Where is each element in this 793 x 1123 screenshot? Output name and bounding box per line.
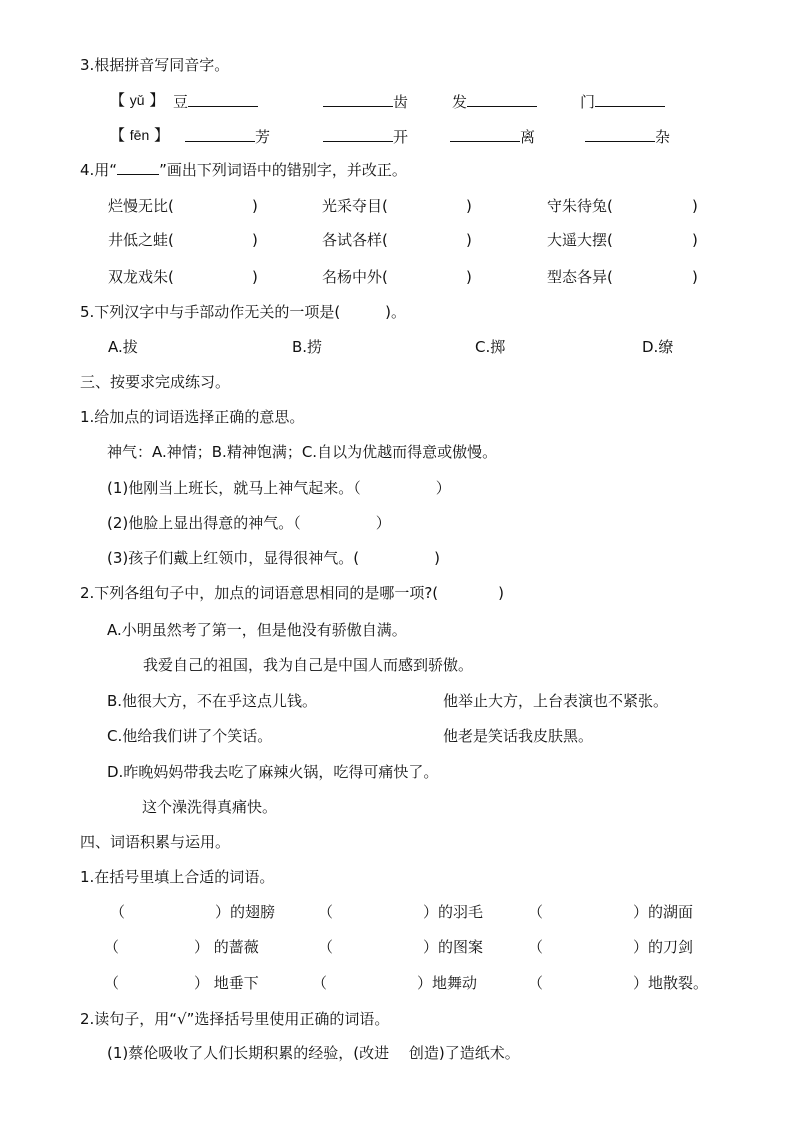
s3q1-sentence-1: (1)他刚当上班长，就马上神气起来。（ ） [107, 479, 451, 497]
answer-blank[interactable] [450, 125, 520, 142]
section3-heading: 三、按要求完成练习。 [80, 373, 231, 391]
q3-row1-item3: 发 [452, 90, 537, 112]
q4-item: 双龙戏朱( [108, 268, 174, 286]
s4q1-fill[interactable]: （ ）地舞动 [312, 974, 478, 992]
s3q1-title: 1.给加点的词语选择正确的意思。 [80, 408, 305, 426]
q3-row2-item3: 离 [450, 125, 535, 147]
q3-row1-item4: 门 [580, 90, 665, 112]
q4-close-paren: ) [252, 268, 258, 286]
answer-blank[interactable] [595, 90, 665, 107]
q5-option-b[interactable]: B.捞 [292, 338, 323, 356]
s3q2-option-a1: A.小明虽然考了第一，但是他没有骄傲自满。 [107, 621, 407, 639]
s4q1-fill[interactable]: （ ）的刀剑 [528, 938, 694, 956]
answer-blank[interactable] [188, 90, 258, 107]
q4-item: 守朱待兔( [547, 197, 613, 215]
q5-option-c[interactable]: C.掷 [475, 338, 506, 356]
q4-close-paren: ) [692, 231, 698, 249]
q4-close-paren: ) [692, 268, 698, 286]
s3q2-option-a2: 我爱自己的祖国，我为自己是中国人而感到骄傲。 [143, 656, 474, 674]
s3q2-option-c1: C.他给我们讲了个笑话。 [107, 727, 273, 745]
q4-item: 型态各异( [547, 268, 613, 286]
answer-blank[interactable] [323, 90, 393, 107]
q3-row2-item4: 杂 [585, 125, 670, 147]
q3-row1-bracket: 【 yǔ 】 [110, 91, 165, 109]
q4-close-paren: ) [466, 268, 472, 286]
q5-option-a[interactable]: A.拔 [108, 338, 138, 356]
s3q2-option-d1: D.昨晚妈妈带我去吃了麻辣火锅，吃得可痛快了。 [107, 763, 439, 781]
s4q1-fill[interactable]: （ ）的羽毛 [318, 903, 484, 921]
s4q1-fill[interactable]: （ ） 地垂下 [104, 974, 259, 992]
q4-title: 4.用“ ”画出下列词语中的错别字，并改正。 [80, 161, 407, 179]
s3q2-option-c2: 他老是笑话我皮肤黑。 [443, 727, 594, 745]
s4q1-title: 1.在括号里填上合适的词语。 [80, 868, 275, 886]
q4-close-paren: ) [692, 197, 698, 215]
pinyin: yǔ [129, 92, 145, 108]
answer-blank[interactable] [323, 125, 393, 142]
q4-close-paren: ) [466, 231, 472, 249]
s3q2-option-b1: B.他很大方，不在乎这点儿钱。 [107, 692, 318, 710]
s4q1-fill[interactable]: （ ）的湖面 [528, 903, 694, 921]
section4-heading: 四、词语积累与运用。 [80, 833, 231, 851]
q4-item: 烂慢无比( [108, 197, 174, 215]
q4-item: 各试各样( [322, 231, 388, 249]
s3q1-sentence-3: (3)孩子们戴上红领巾，显得很神气。( ) [107, 549, 440, 567]
s4q1-fill[interactable]: （ ）地散裂。 [528, 974, 709, 992]
pinyin: fēn [129, 127, 150, 143]
s3q2-option-b2: 他举止大方，上台表演也不紧张。 [443, 692, 669, 710]
q5-option-d[interactable]: D.缭 [642, 338, 674, 356]
underline-sample [117, 162, 159, 175]
q4-close-paren: ) [252, 231, 258, 249]
s4q2-title: 2.读句子，用“√”选择括号里使用正确的词语。 [80, 1010, 390, 1028]
s4q2-sentence-1: (1)蔡伦吸收了人们长期积累的经验，(改进 创造)了造纸术。 [107, 1044, 520, 1062]
s4q1-fill[interactable]: （ ）的翅膀 [110, 903, 276, 921]
s4q1-fill[interactable]: （ ）的图案 [318, 938, 484, 956]
q4-close-paren: ) [252, 197, 258, 215]
q3-row2-item1: 芳 [185, 125, 270, 147]
s3q1-definitions: 神气：A.神情；B.精神饱满；C.自以为优越而得意或傲慢。 [107, 443, 498, 461]
q3-row1-item2: 齿 [323, 90, 408, 112]
answer-blank[interactable] [467, 90, 537, 107]
q4-item: 名杨中外( [322, 268, 388, 286]
answer-blank[interactable] [585, 125, 655, 142]
q3-row2-item2: 开 [323, 125, 408, 147]
q3-row1-item1: 豆 [173, 90, 258, 112]
answer-blank[interactable] [185, 125, 255, 142]
s3q1-sentence-2: (2)他脸上显出得意的神气。（ ） [107, 514, 391, 532]
q4-item: 大遥大摆( [547, 231, 613, 249]
s3q2-option-d2: 这个澡洗得真痛快。 [142, 798, 278, 816]
q4-close-paren: ) [466, 197, 472, 215]
q4-item: 光采夺目( [322, 197, 388, 215]
q5-title: 5.下列汉字中与手部动作无关的一项是( )。 [80, 303, 407, 321]
q3-row2-bracket: 【 fēn 】 [110, 126, 170, 144]
s3q2-title: 2.下列各组句子中，加点的词语意思相同的是哪一项?( ) [80, 584, 504, 602]
q3-title: 3.根据拼音写同音字。 [80, 56, 230, 74]
s4q1-fill[interactable]: （ ） 的蔷薇 [104, 938, 259, 956]
q4-item: 井低之蛙( [108, 231, 174, 249]
